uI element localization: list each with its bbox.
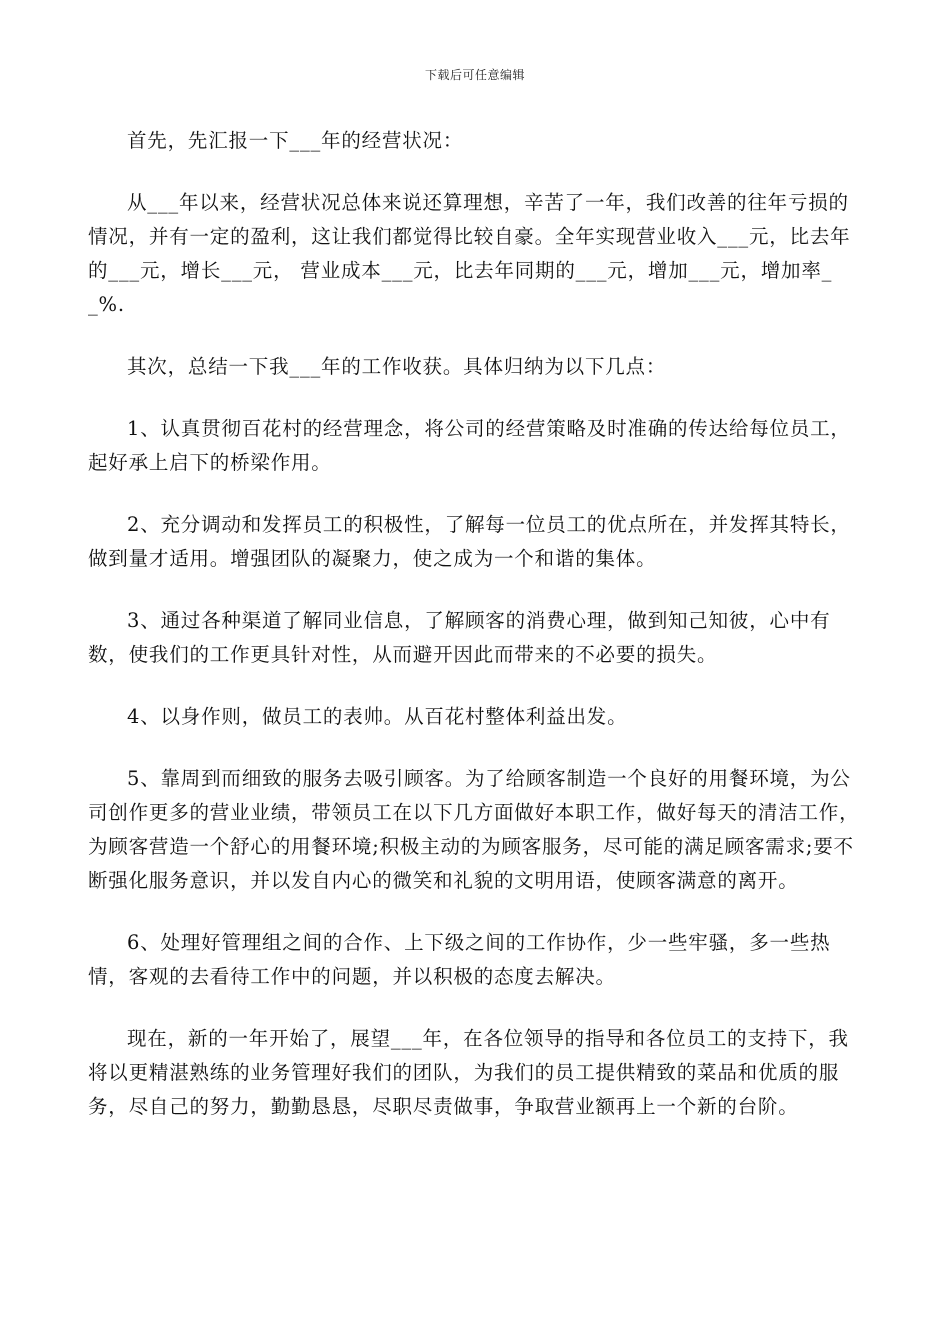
paragraph-line: 的清洁工作，为顾客营造一个舒心的用餐环境;积极主动的为顾客服务，尽可能 xyxy=(88,801,860,858)
paragraph-line: 一个新的台阶。 xyxy=(656,1095,799,1118)
paragraph-line: 使顾客满意的离开。 xyxy=(615,869,799,892)
paragraph-line: 3、通过各种渠道了解同业信息，了解顾客的消费心理，做到知己知彼，心 xyxy=(127,609,790,632)
paragraph-point-6 xyxy=(88,926,864,994)
paragraph-line: 中有数，使我们的工作更具针对性，从而避开因此而带来的不必要的损失。 xyxy=(88,609,831,666)
paragraph-line: 加___元，增加率__%. xyxy=(88,259,833,316)
paragraph-outlook xyxy=(88,1022,864,1124)
paragraph-point-3 xyxy=(88,604,864,672)
document-body xyxy=(88,124,864,1152)
paragraph-line: __元，比去年的___元，增长___元， 营业成本___元，比去年同期的___元，增 xyxy=(88,225,851,282)
paragraph-business-status xyxy=(88,186,864,322)
paragraph-line: 品和优质的服务，尽自己的努力，勤勤恳恳，尽职尽责做事，争取营业额再上 xyxy=(88,1061,840,1118)
paragraph-line: 现在，新的一年开始了，展望___年，在各位领导的指导和各位员工的支持 xyxy=(127,1027,788,1050)
paragraph-line: 下，我将以更精湛熟练的业务管理好我们的团队，为我们的员工提供精致的菜 xyxy=(88,1027,849,1084)
paragraph-line: 特长，做到量才适用。增强团队的凝聚力，使之成为一个和谐的集体。 xyxy=(88,513,851,570)
paragraph-summary-intro xyxy=(88,350,864,384)
paragraph-line: 员工，起好承上启下的桥梁作用。 xyxy=(88,417,851,474)
paragraph-line: 1、认真贯彻百花村的经营理念，将公司的经营策略及时准确的传达给每位 xyxy=(127,417,790,440)
paragraph-point-4 xyxy=(88,700,864,734)
paragraph-intro xyxy=(88,124,864,158)
paragraph-line: 5、靠周到而细致的服务去吸引顾客。为了给顾客制造一个良好的用餐环境， xyxy=(127,767,811,790)
page-header: 下载后可任意编辑 xyxy=(424,68,525,82)
paragraph-point-1 xyxy=(88,412,864,480)
paragraph-point-2 xyxy=(88,508,864,576)
paragraph-point-5 xyxy=(88,762,864,898)
paragraph-line: 些热情，客观的去看待工作中的问题，并以积极的态度去解决。 xyxy=(88,931,831,988)
paragraph-line: 6、处理好管理组之间的合作、上下级之间的工作协作，少一些牢骚，多一 xyxy=(127,931,790,954)
paragraph-line: 2、充分调动和发挥员工的积极性，了解每一位员工的优点所在，并发挥其 xyxy=(127,513,790,536)
paragraph-line: 4、以身作则，做员工的表帅。从百花村整体利益出发。 xyxy=(127,705,628,728)
paragraph-line: 其次，总结一下我___年的工作收获。具体归纳为以下几点： xyxy=(127,355,667,378)
paragraph-line: 为公司创作更多的营业业绩，带领员工在以下几方面做好本职工作，做好每天 xyxy=(88,767,851,824)
paragraph-line: 首先，先汇报一下___年的经营状况： xyxy=(127,129,464,152)
paragraph-line: 从___年以来，经营状况总体来说还算理想，辛苦了一年，我们改善的往年 xyxy=(127,191,788,214)
paragraph-line: 的满足顾客需求;要不断强化服务意识，并以发自内心的微笑和礼貌的文明用语， xyxy=(88,835,854,892)
paragraph-line: 亏损的情况，并有一定的盈利，这让我们都觉得比较自豪。全年实现营业收入_ xyxy=(88,191,849,248)
